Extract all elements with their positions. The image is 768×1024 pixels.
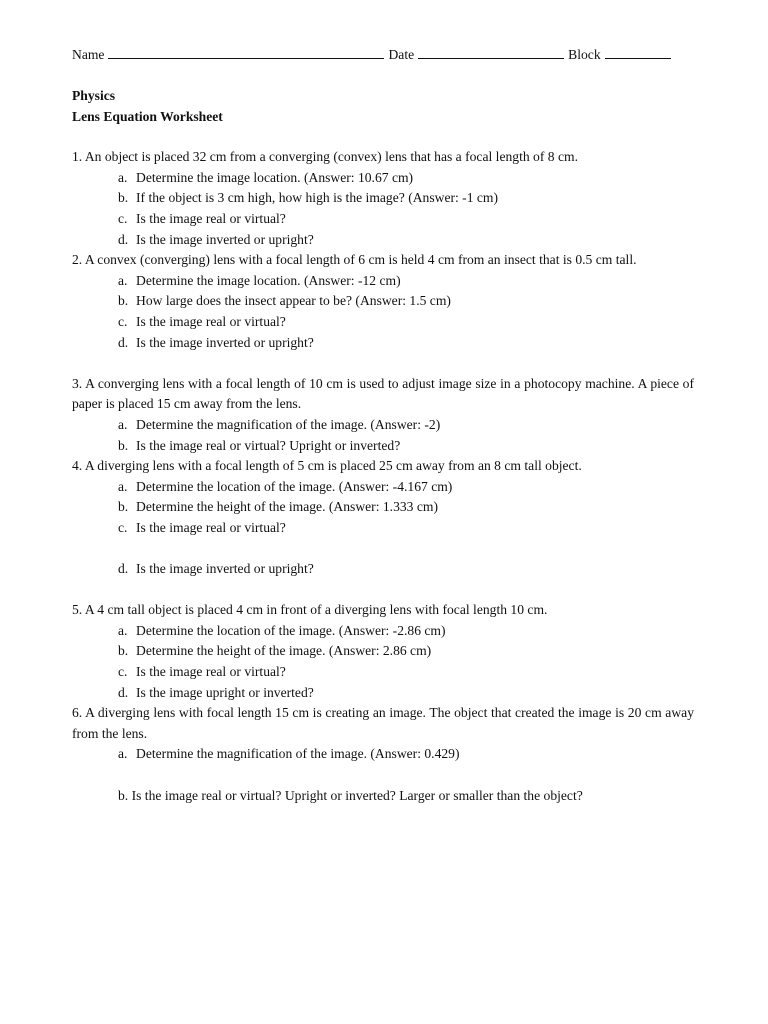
question-4b: [72, 497, 694, 518]
question-1-text: 1. An object is placed 32 cm from a converging (convex) lens that has a focal length of 8 cm.: [72, 149, 578, 165]
question-1b: [72, 188, 694, 209]
item-text: Is the image real or virtual?: [136, 313, 286, 329]
worksheet-title: [72, 86, 694, 127]
block-blank: [605, 46, 671, 59]
question-3a: [72, 415, 694, 436]
date-label: Date: [388, 47, 415, 62]
item-label: a.: [118, 272, 128, 288]
question-4d: [72, 559, 694, 580]
item-text: Determine the image location. (Answer: 10.67 cm): [136, 169, 414, 185]
block-label: Block: [568, 47, 601, 62]
question-4c: [72, 518, 694, 539]
question-3-text: 3. A converging lens with a focal length of 10 cm is used to adjust image size in a photocopy machine. A piece of paper is placed 15 cm away from the lens.: [72, 375, 694, 412]
question-6: [72, 703, 694, 806]
item-text: Determine the magnification of the image. (Answer: 0.429): [136, 746, 460, 762]
question-2: [72, 250, 694, 353]
subject-title: Physics: [72, 88, 116, 103]
question-6-text: 6. A diverging lens with focal length 15 cm is creating an image. The object that created the image is 20 cm away from the lens.: [72, 705, 694, 741]
item-label: d.: [118, 231, 129, 247]
question-5: [72, 600, 694, 703]
item-label: a.: [118, 746, 128, 762]
item-text: Determine the location of the image. (Answer: -4.167 cm): [136, 478, 453, 494]
item-label: b.: [118, 643, 129, 659]
spacer: [72, 765, 694, 786]
worksheet-page: [72, 45, 694, 806]
item-label: c.: [118, 664, 128, 680]
question-5a: [72, 621, 694, 642]
question-5d: [72, 683, 694, 704]
spacer: [72, 580, 694, 601]
item-label: b.: [118, 190, 129, 206]
question-6b: b. Is the image real or virtual? Upright or inverted? Larger or smaller than the object?: [118, 787, 583, 803]
item-label: b.: [118, 293, 129, 309]
question-5c: [72, 662, 694, 683]
item-text: Determine the height of the image. (Answer: 1.333 cm): [136, 499, 438, 515]
spacer: [72, 353, 694, 374]
question-3: [72, 374, 694, 456]
item-label: a.: [118, 478, 128, 494]
student-info-header: [72, 45, 694, 65]
item-text: Determine the magnification of the image. (Answer: -2): [136, 416, 441, 432]
item-text: Is the image real or virtual?: [136, 664, 286, 680]
question-1: [72, 147, 694, 250]
question-5b: [72, 641, 694, 662]
name-blank: [108, 46, 384, 59]
question-4-text: 4. A diverging lens with a focal length of 5 cm is placed 25 cm away from an 8 cm tall object.: [72, 458, 582, 474]
question-1c: [72, 209, 694, 230]
question-2b: [72, 291, 694, 312]
question-4: [72, 456, 694, 580]
item-text: Is the image inverted or upright?: [136, 334, 314, 350]
item-label: b.: [118, 499, 129, 515]
item-text: Is the image upright or inverted?: [136, 684, 314, 700]
item-text: How large does the insect appear to be? (Answer: 1.5 cm): [136, 293, 451, 309]
item-text: Is the image inverted or upright?: [136, 561, 314, 577]
item-label: b.: [118, 437, 129, 453]
item-label: d.: [118, 561, 129, 577]
question-2d: [72, 333, 694, 354]
item-label: d.: [118, 684, 129, 700]
question-1d: [72, 230, 694, 251]
question-1a: [72, 168, 694, 189]
question-2-text: 2. A convex (converging) lens with a focal length of 6 cm is held 4 cm from an insect that is 0.5 cm tall.: [72, 252, 637, 268]
item-text: If the object is 3 cm high, how high is the image? (Answer: -1 cm): [136, 190, 499, 206]
item-label: d.: [118, 334, 129, 350]
question-6a: [72, 744, 694, 765]
item-text: Determine the location of the image. (Answer: -2.86 cm): [136, 622, 446, 638]
item-text: Is the image real or virtual?: [136, 519, 286, 535]
item-text: Determine the image location. (Answer: -12 cm): [136, 272, 401, 288]
item-label: a.: [118, 622, 128, 638]
worksheet-heading: Lens Equation Worksheet: [72, 108, 223, 124]
item-label: c.: [118, 313, 128, 329]
date-blank: [418, 46, 564, 59]
question-5-text: 5. A 4 cm tall object is placed 4 cm in front of a diverging lens with focal length 10 cm.: [72, 602, 548, 618]
question-3b: [72, 436, 694, 457]
question-2c: [72, 312, 694, 333]
question-2a: [72, 271, 694, 292]
item-label: c.: [118, 519, 128, 535]
spacer: [72, 538, 694, 559]
name-label: Name: [72, 47, 105, 62]
question-4a: [72, 477, 694, 498]
item-text: Is the image real or virtual? Upright or inverted?: [136, 437, 401, 453]
item-label: a.: [118, 416, 128, 432]
item-label: c.: [118, 210, 128, 226]
item-text: Is the image inverted or upright?: [136, 231, 314, 247]
item-text: Is the image real or virtual?: [136, 210, 286, 226]
item-text: Determine the height of the image. (Answer: 2.86 cm): [136, 643, 432, 659]
item-label: a.: [118, 169, 128, 185]
